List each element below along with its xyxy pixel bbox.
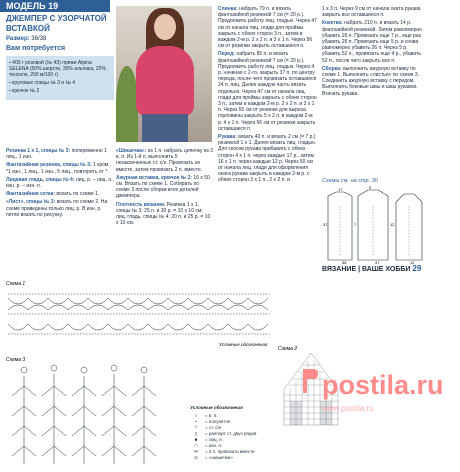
watermark: postila.ru — [322, 370, 444, 400]
instructions-col-2 — [116, 148, 214, 228]
legend-symbol: ⊙ — [194, 455, 198, 460]
needs-title: Вам потребуется — [6, 45, 66, 52]
legend-symbol: ⊤ — [194, 425, 198, 430]
paragraph: Фантазийная резинка, спицы № 3: 1 кром., *1 изн., 1 лиц., 1 изн., 5 лиц., повторять от *. — [6, 162, 112, 175]
legend-title: Условные обозначения — [190, 405, 243, 410]
watermark-logo-icon — [300, 367, 320, 395]
scheme-3-chart — [4, 356, 174, 466]
paragraph: Фантазийная сетка: вязать по схеме 1. — [6, 191, 100, 198]
size-value: 36/38 — [31, 36, 47, 42]
size-label: Размер: — [6, 36, 30, 42]
paragraph: Плотность вязания. Резинка 1 х 1, спицы № 3: 25 п. и 30 р. = 10 х 10 см; лиц. гладь, спицы № 4: 20 п. и 25 р. = 10 х 10 см. — [116, 201, 211, 227]
instructions-col-4 — [322, 6, 426, 99]
watermark-url: www.postila.ru — [322, 404, 374, 413]
legend-symbol: ○ — [194, 413, 198, 418]
legend-text: = 3 п. провязать вместе — [205, 449, 255, 454]
size-line — [6, 36, 46, 42]
material-item: ▪ 400 г розовой (№ 43) пряжи Alpina SELENA (50% шерсти, 30% альпака, 20% тенселя, 250 м/100 г) — [9, 60, 111, 78]
materials-box — [6, 56, 114, 100]
dim-g: 47 — [375, 260, 380, 265]
magazine-name: ВАШЕ ХОББИ — [361, 266, 411, 273]
legend-text: = ст. с/н — [205, 425, 222, 430]
legend-text: = изн. п. — [205, 443, 223, 448]
page-footer — [322, 264, 454, 274]
article-title: ДЖЕМПЕР С УЗОРЧАТОЙ ВСТАВКОЙ — [6, 14, 107, 33]
dim-b: 5 — [369, 186, 372, 190]
paragraph: 1 х 3 п. Через 9 см от начала оката рукава закрыть все оставшиеся п. — [322, 6, 421, 19]
paragraph: Ажурная вставка, крючок № 2: 16 х 50 см. Вязать по схеме 1. Собирать по схеме 3 после сборки всех деталей джемпера. — [116, 174, 210, 200]
legend-text: = раппорт ст. двух рядов — [205, 431, 257, 436]
material-item: ▪ круговые спицы № 3 и № 4 — [9, 80, 111, 86]
paragraph: «Лист», спицы № 3: вязать по схеме 2. На схеме приведены только лиц. р. В изн. р. петли вязать по рисунку. — [6, 199, 108, 218]
dim-c: 37 — [323, 222, 328, 227]
symbol-legend — [190, 405, 274, 461]
legend-text: = лиц. п. — [205, 437, 223, 442]
legend-symbol: □ — [194, 443, 198, 448]
material-item: ▪ крючок № 2 — [9, 88, 111, 94]
magazine-brand: ВЯЗАНИЕ — [322, 266, 357, 273]
legend-symbol: Ψ — [194, 449, 198, 454]
dim-e: 12 — [390, 222, 395, 227]
legend-row — [190, 455, 274, 461]
legend-symbol: ▯ — [194, 431, 198, 436]
scheme-1-chart — [4, 280, 274, 350]
paragraph: Кокетка: набрать 210 п. и вязать 14 р. фантазийной резинкой. Затем равномерно убавить 26 п. Провязать еще 7 р., еще раз убавить 26 п. Провязать еще 5 р. и снова равномерно убавить 26 п. Через 5 р. убавить 52 п., провязать еще 4 р., убавить 52 п., после чего закрыть все п. — [322, 20, 422, 64]
scheme-reference: Схемы см. на стр. 30 — [322, 178, 378, 184]
paragraph: «Шишечка»: из 1 п. набрать цепочку из 3 в. п. Из 1-й п. выполнить 5 незаконченных ст. с/н. Провязать их вместе, затем провязать 2 п. вместе. — [116, 148, 213, 173]
legend-text: = полупетля — [205, 419, 231, 424]
plant-graphic — [116, 66, 138, 142]
instructions-col-3 — [218, 6, 318, 186]
jeans — [142, 114, 188, 142]
dim-a: 17 — [338, 187, 343, 192]
dim-d: 7 — [354, 222, 357, 227]
paragraph: Перед: набрать 85 п. и вязать фантазийной резинкой 7 см (= 20 р.). Продолжить работу лиц. гладью. Через 4 р. начиная с 2-го, закрыть 37 п. по центру переда, после чего провязать оставшиеся 24 п. лиц. Далее каждую часть вязать отдельно. Через 47 см от начала лиц. глади для проймы закрыть с обеих сторон 3 п., затем в каждом 2-м р. 2 х 2 п. и 3 х 1 п. Через 50 см от резинки для выреза горловины закрыть 5 х 2 п. в каждом 2-м р. 4 х 1 п. Через 56 см от резинки закрыть оставшиеся п. — [218, 51, 317, 132]
legend-symbol: • — [195, 419, 197, 424]
footer-sep: | — [358, 266, 361, 273]
paragraph: Рукава: вязать 40 п. и вязать 2 см (= 7 р.) резинкой 1 х 1. Далее вязать лиц. гладью. Для скосов рукава прибавить с обеих сторон 4 х 1 п. через каждые 17 р., затем 16 х 1 п. через каждые 12 р. Через 50 см от начала лиц. глади для оформления оката рукава закрыть в каждом 2-м р. с обеих сторон 3 х 1 п., 2 х 2 п. и — [218, 134, 317, 184]
instructions-col-1 — [6, 148, 114, 220]
page-number: 29 — [412, 264, 422, 273]
legend-text: = в. п. — [205, 413, 218, 418]
paragraph: Лицевая гладь, спицы № 4: лиц. р. – лиц. п., изн. р. – изн. п. — [6, 176, 114, 190]
paragraph: Спинка: набрать 79 п. и вязать фантазийной резинкой 7 см (= 20 р.). Продолжить работу лиц. гладью. Через 47 см от начала лиц. глади для проймы закрыть с обеих сторон 3 п., затем в каждом 2-м р. 2 х 2 п. и 3 х 1 п. Через 56 см от резинки закрыть оставшиеся п. — [218, 6, 317, 50]
paragraph: Сборка: выполнить ажурную вставку по схеме 1. Выполнить «листья» по схеме 3. Соединить ажурную вставку с передом. Выполнить боковые швы и швы рукавов. Втачать рукава. — [322, 65, 420, 97]
scheme-1-label: Схема 1 — [6, 281, 26, 287]
dim-f: 56 — [342, 260, 347, 265]
pattern-shape — [322, 186, 426, 266]
legend-symbol: ■ — [194, 437, 198, 442]
rapport-label: Условные обозначения — [219, 342, 268, 347]
model-photo — [116, 6, 212, 142]
model-header: МОДЕЛЬ 19 — [0, 0, 110, 12]
scheme-2-label: Схема 2 — [278, 346, 298, 352]
scheme-3-label: Схема 3 — [6, 357, 26, 363]
legend-text: = «шишечка» — [205, 455, 233, 460]
dim-h: 12 — [410, 260, 415, 265]
paragraph: Резинка 1 х 1, спицы № 3: попеременно 1 лиц., 1 изн. — [6, 148, 107, 161]
pink-jumper — [136, 46, 194, 116]
woman-head — [154, 14, 176, 40]
